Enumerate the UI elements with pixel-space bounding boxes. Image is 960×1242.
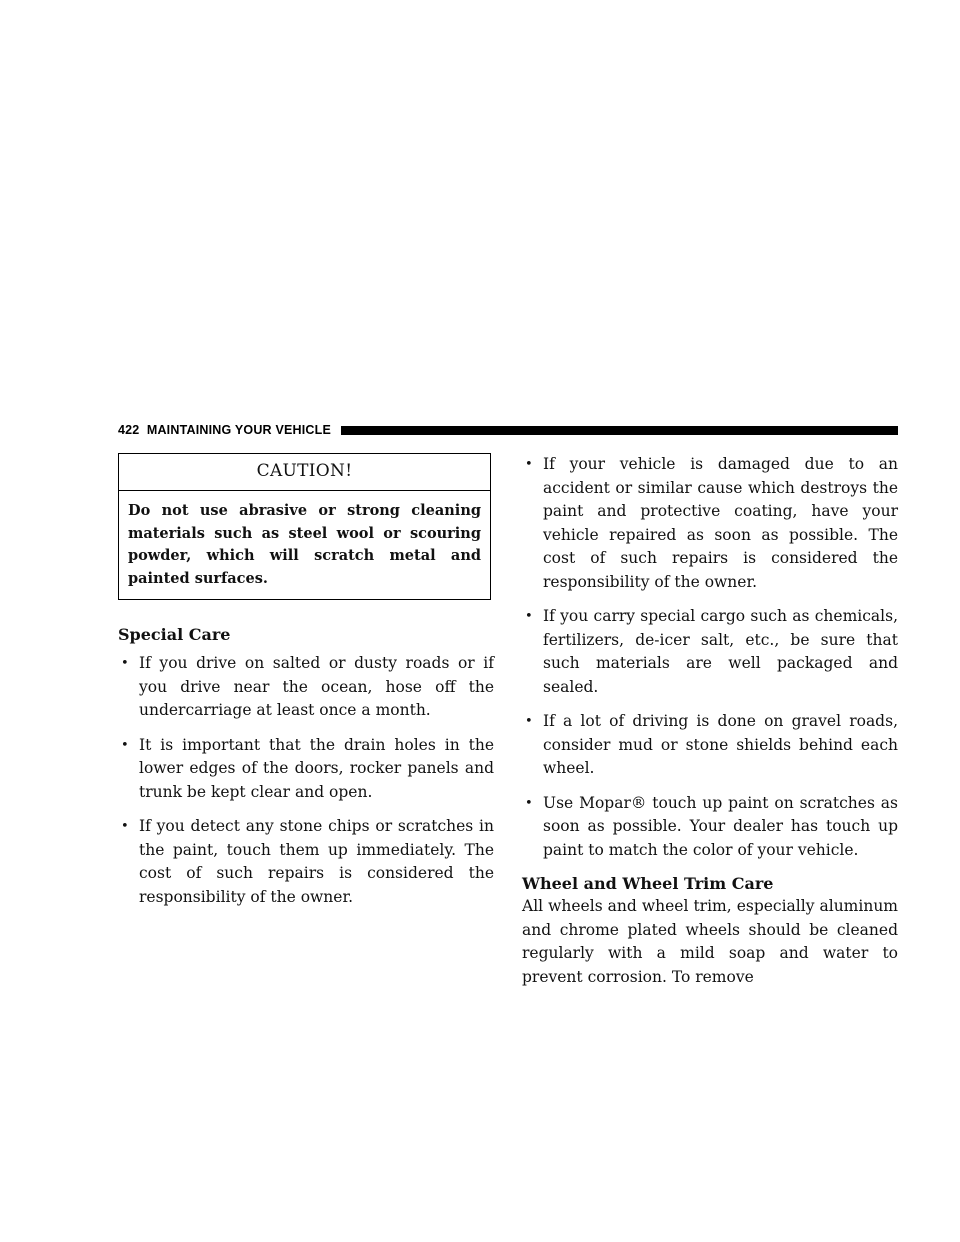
bullet-icon: • — [121, 819, 129, 834]
bullet-icon: • — [525, 609, 533, 624]
special-care-heading: Special Care — [118, 625, 231, 644]
caution-text: Do not use abrasive or strong cleaning materials such as steel wool or scouring powder, which will scratch metal and painted surfaces. — [128, 502, 481, 587]
bullet-icon: • — [121, 656, 129, 671]
header-rule — [341, 426, 898, 435]
list-item: • If your vehicle is damaged due to an accident or similar cause which destroys the paint and protective coating, have your vehicle repaired as soon as possible. The cost of such repairs is considered the responsibility of the owner. — [525, 455, 898, 591]
wheel-care-text: All wheels and wheel trim, especially aluminum and chrome plated wheels should be cleaned regularly with a mild soap and water to prevent corrosion. To remove — [522, 897, 898, 986]
list-item: • If a lot of driving is done on gravel roads, consider mud or stone shields behind each wheel. — [525, 712, 898, 777]
bullet-icon: • — [525, 795, 533, 811]
list-item: • If you drive on salted or dusty roads or if you drive near the ocean, hose off the undercarriage at least once a month. — [121, 654, 494, 719]
bullet-icon: • — [121, 737, 129, 753]
bullet-icon: • — [525, 457, 533, 472]
caution-box — [118, 453, 491, 600]
list-item: • It is important that the drain holes in the lower edges of the doors, rocker panels and trunk be kept clear and open. — [121, 735, 494, 801]
page-header — [118, 421, 898, 439]
list-item: • Use Mopar® touch up paint on scratches as soon as possible. Your dealer has touch up paint to match the color of your vehicle. — [525, 793, 898, 859]
right-column — [522, 453, 898, 989]
wheel-care-heading: Wheel and Wheel Trim Care — [522, 874, 774, 893]
left-column — [118, 453, 494, 920]
special-care-list-left — [118, 652, 494, 909]
caution-title: CAUTION! — [119, 454, 490, 491]
page-header-label — [118, 423, 331, 437]
special-care-list-right — [522, 453, 898, 862]
list-item: • If you detect any stone chips or scratches in the paint, touch them up immediately. The cost of such repairs is considered the responsibility of the owner. — [121, 817, 494, 906]
list-item: • If you carry special cargo such as chemicals, fertilizers, de-icer salt, etc., be sure that such materials are well packaged and sealed. — [525, 607, 898, 696]
page-number: 422 — [118, 423, 140, 437]
bullet-icon: • — [525, 714, 533, 729]
section-title-running: MAINTAINING YOUR VEHICLE — [146, 423, 332, 437]
